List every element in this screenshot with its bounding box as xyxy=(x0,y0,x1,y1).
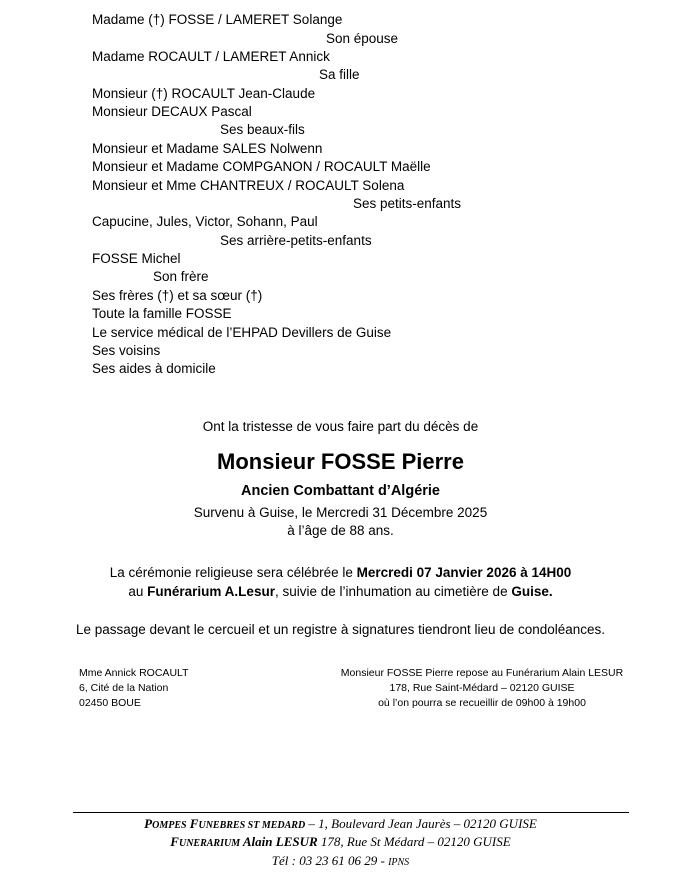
footer-line-2 xyxy=(0,833,681,852)
ceremony-date: Mercredi 07 Janvier 2026 à 14H00 xyxy=(356,565,572,580)
announcement-intro: Ont la tristesse de vous faire part du décès de xyxy=(202,419,479,434)
ceremony-text: , suivie de l’inhumation au cimetière de xyxy=(274,584,512,599)
footer-line-3 xyxy=(0,852,681,871)
resting-place: Monsieur FOSSE Pierre repose au Funérarium Alain LESUR xyxy=(340,667,624,679)
family-line: Capucine, Jules, Victor, Sohann, Paul xyxy=(92,214,318,229)
condolences-note: Le passage devant le cercueil et un registre à signatures tiendront lieu de condoléances. xyxy=(75,622,606,637)
cemetery-location: Guise. xyxy=(511,584,553,599)
family-line: Monsieur et Mme CHANTREUX / ROCAULT Solena xyxy=(92,178,405,193)
footer-company: POMPES FUNEBRES ST MEDARD xyxy=(144,816,306,831)
ceremony-location: Funérarium A.Lesur xyxy=(147,584,275,599)
contact-name: Mme Annick ROCAULT xyxy=(79,667,189,679)
footer-funerarium-address: 178, Rue St Médard – 02120 GUISE xyxy=(317,834,511,849)
deceased-name: Monsieur FOSSE Pierre xyxy=(217,449,464,474)
footer-phone: Tél : 03 23 61 06 29 - xyxy=(271,853,389,868)
footer-divider xyxy=(73,812,629,813)
ceremony-text: La cérémonie religieuse sera célébrée le xyxy=(109,565,357,580)
family-line: Madame ROCAULT / LAMERET Annick xyxy=(92,49,330,64)
family-line: Toute la famille FOSSE xyxy=(92,306,232,321)
footer-funerarium: FUNERARIUM Alain LESUR xyxy=(170,834,318,849)
family-line: Ses aides à domicile xyxy=(92,361,216,376)
relation-label: Ses beaux-fils xyxy=(220,122,305,137)
family-line: Madame (†) FOSSE / LAMERET Solange xyxy=(92,12,343,27)
family-line: FOSSE Michel xyxy=(92,251,181,266)
funeral-home-info xyxy=(300,666,664,711)
ceremony-line-2 xyxy=(0,584,681,600)
relation-label: Ses arrière-petits-enfants xyxy=(220,233,372,248)
deceased-subtitle: Ancien Combattant d’Algérie xyxy=(241,483,440,499)
relation-label: Ses petits-enfants xyxy=(353,196,462,211)
ceremony-line-1 xyxy=(0,565,681,581)
contact-street: 6, Cité de la Nation xyxy=(79,682,169,694)
relation-label: Son épouse xyxy=(326,31,399,46)
funeral-home-address: 178, Rue Saint-Médard – 02120 GUISE xyxy=(389,682,575,694)
footer-ipns: IPNS xyxy=(388,857,410,868)
family-line: Monsieur et Madame COMPGANON / ROCAULT Maëlle xyxy=(92,159,431,174)
contact-address xyxy=(79,666,189,711)
visiting-hours: où l’on pourra se recueillir de 09h00 à 19h00 xyxy=(378,697,586,709)
relation-label: Son frère xyxy=(153,269,209,284)
family-line: Le service médical de l’EHPAD Devillers de Guise xyxy=(92,325,392,340)
death-date-line: Survenu à Guise, le Mercredi 31 Décembre 2025 xyxy=(193,505,488,520)
age-line: à l’âge de 88 ans. xyxy=(287,523,394,538)
footer-company-address: – 1, Boulevard Jean Jaurès – 02120 GUISE xyxy=(305,816,537,831)
ceremony-text: au xyxy=(128,584,148,599)
family-line: Ses voisins xyxy=(92,343,161,358)
family-line: Monsieur et Madame SALES Nolwenn xyxy=(92,141,323,156)
family-line: Ses frères (†) et sa sœur (†) xyxy=(92,288,263,303)
footer-line-1 xyxy=(0,815,681,834)
relation-label: Sa fille xyxy=(319,67,360,82)
family-line: Monsieur DECAUX Pascal xyxy=(92,104,252,119)
family-line: Monsieur (†) ROCAULT Jean-Claude xyxy=(92,86,316,101)
contact-city: 02450 BOUE xyxy=(79,697,141,709)
